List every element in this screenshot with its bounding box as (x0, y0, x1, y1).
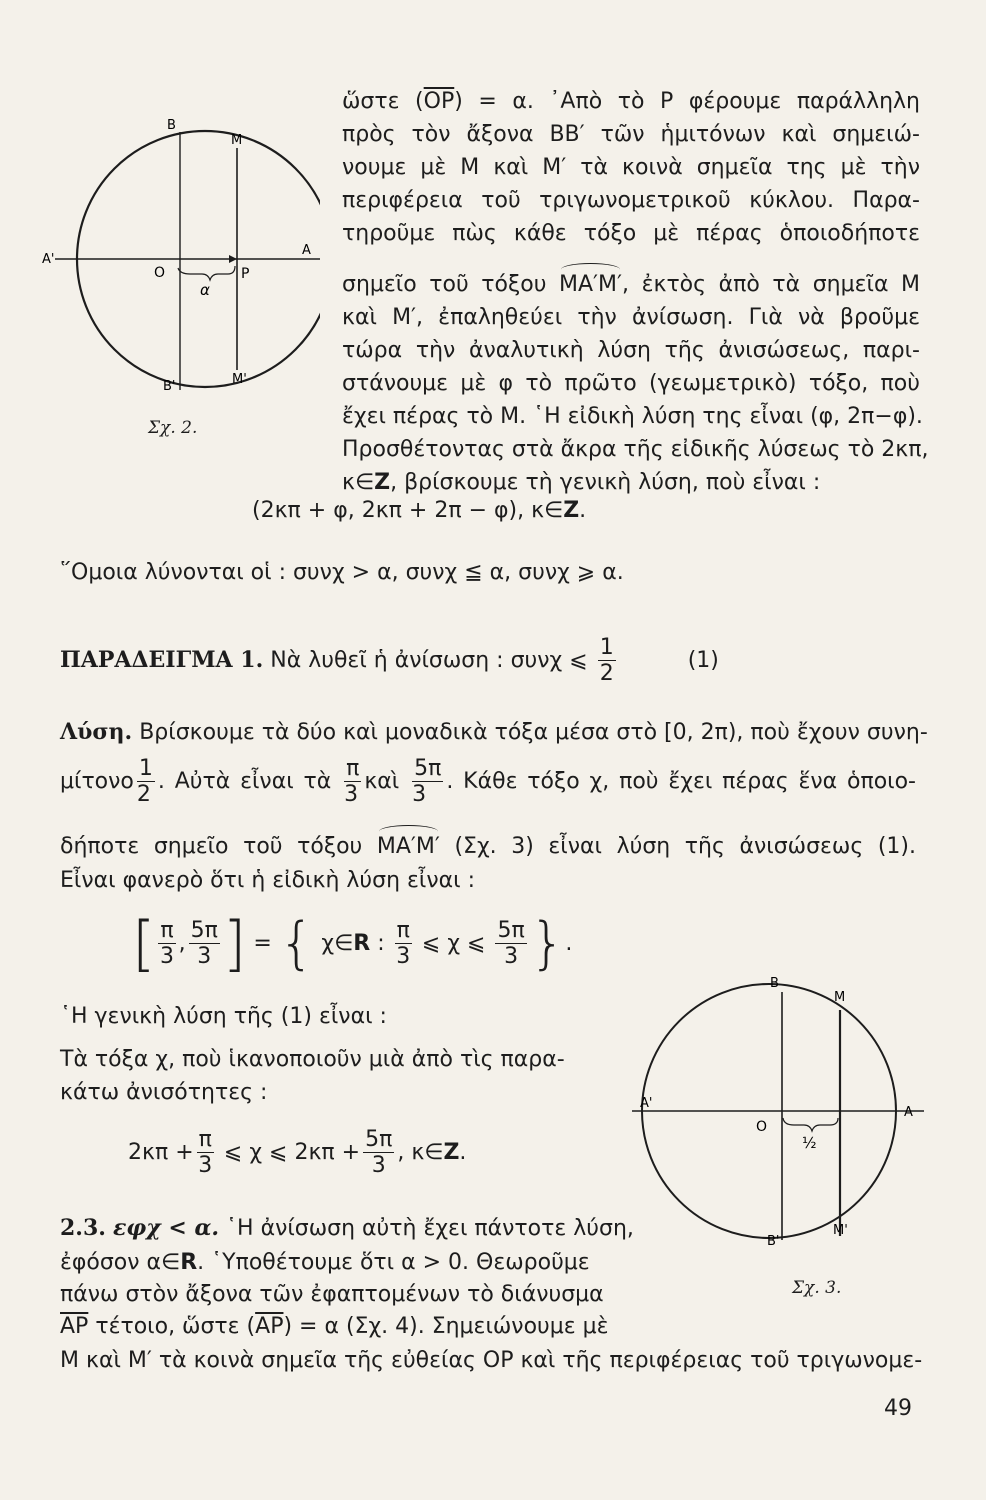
text-line: καὶ M′, ἐπαληθεύει τὴν ἀνίσωση. Γιὰ νὰ βροῦμε (342, 305, 920, 330)
solution-heading: Λύση. (60, 719, 133, 745)
text-line: περιφέρεια τοῦ τριγωνομετρικοῦ κύκλου. Παρα- (342, 188, 920, 213)
example-1 (60, 630, 719, 691)
text-line: τηροῦμε πὼς κάθε τόξο μὲ πέρας ὁποιοδήποτε (342, 221, 920, 246)
label-m: M (231, 133, 243, 148)
label-p: P (241, 266, 250, 282)
equation-tag: (1) (687, 648, 719, 673)
label-o: O (756, 1119, 768, 1135)
paragraph-fig2 (342, 85, 929, 499)
label-a: A (904, 1105, 913, 1120)
text-line: πρὸς τὸν ἄξονα BB′ τῶν ἡμιτόνων καὶ σημειώ- (342, 122, 920, 147)
text-line: Προσθέτοντας στὰ ἄκρα τῆς εἰδικῆς λύσεως τὸ 2κπ, (342, 437, 929, 462)
figure-2 (30, 108, 320, 448)
label-m-prime: M' (232, 372, 247, 387)
label-b-prime: B' (163, 379, 176, 394)
text-line: κ∈Z, βρίσκουμε τὴ γενικὴ λύση, ποὺ εἶναι : (342, 470, 821, 495)
section-2-3-line-1: 2.3. εφχ < α. ῾Η ἀνίσωση αὐτὴ ἔχει πάντοτε λύση, (60, 1215, 634, 1241)
section-2-3-line-2: ἐφόσον α∈R. ῾Υποθέτουμε ὅτι α > 0. Θεωροῦμε (60, 1250, 590, 1275)
solution-line-1: Λύση. Βρίσκουμε τὰ δύο καὶ μοναδικὰ τόξα μέσα στὸ [0, 2π), ποὺ ἔχουν συνη- (60, 719, 928, 745)
arcs-text-line-1: Τὰ τόξα χ, ποὺ ἱκανοποιοῦν μιὰ ἀπὸ τὶς παρα- (60, 1047, 565, 1072)
label-m-prime: M' (833, 1223, 848, 1238)
section-2-3-line-3: πάνω στὸν ἄξονα τῶν ἐφαπτομένων τὸ διάνυσμα (60, 1282, 604, 1307)
solution-line-2: μίτονο $\frac{1}{2}$ . Αὐτὰ εἶναι τὰ $\frac{\pi}{3}$ καὶ $\frac{5\pi}{3}$ . Κάθε τόξο χ, ποὺ ἔχει πέρας ἕνα ὁποιο- (60, 755, 916, 807)
example-heading: ΠΑΡΑΔΕΙΓΜΑ 1. (60, 647, 264, 673)
figure-3-caption: Σχ. 3. (792, 1278, 842, 1298)
text-line: ὥστε $(\overline{OP}) = \alpha$. ᾿Απὸ τὸ P φέρουμε παράλληλη (342, 89, 920, 114)
similar-inequalities: ῞Ομοια λύνονται οἱ : συνχ > α, συνχ ≦ α, συνχ ⩾ α. (60, 560, 624, 585)
label-b-prime: B' (767, 1234, 780, 1249)
fraction-one-half: $\frac{1}{2}$ (599, 634, 614, 686)
label-a: A (302, 243, 311, 258)
example-statement: Νὰ λυθεῖ ἡ ἀνίσωση : συνχ ⩽ (270, 648, 588, 673)
label-a-prime: A' (42, 252, 55, 267)
solution-line-4: Εἶναι φανερὸ ὅτι ἡ εἰδικὴ λύση εἶναι : (60, 868, 476, 893)
label-o: O (154, 265, 166, 281)
general-inequality: 2κπ + $\frac{\pi}{3}$ ⩽ χ ⩽ 2κπ + $\frac{5\pi}{3}$ , κ∈Z. (128, 1126, 467, 1178)
section-2-3-line-5: M καὶ M′ τὰ κοινὰ σημεῖα τῆς εὐθείας OP καὶ τῆς περιφέρειας τοῦ τριγωνομε- (60, 1348, 923, 1373)
text-line: ἔχει πέρας τὸ M. ῾Η εἰδικὴ λύση της εἶναι (φ, 2π−φ). (342, 404, 923, 429)
text-line: νουμε μὲ M καὶ M′ τὰ κοινὰ σημεῖα της μὲ τὴν (342, 155, 920, 180)
label-alpha: α (200, 281, 210, 299)
arcs-text-line-2: κάτω ἀνισότητες : (60, 1080, 268, 1105)
general-solution-text: ῾Η γενικὴ λύση τῆς (1) εἶναι : (60, 1004, 387, 1029)
section-2-3-line-4: $\overline{AP}$ τέτοιο, ὥστε $(\overline{AP}) = \alpha$ (Σχ. 4). Σημειώνουμε μὲ (60, 1314, 609, 1339)
label-b: B (770, 976, 779, 991)
arc-notation: MA′M′ (377, 830, 440, 863)
label-a-prime: A' (640, 1096, 653, 1111)
solution-line-3: δήποτε σημεῖο τοῦ τόξου MA′M′ (Σχ. 3) εἶναι λύση τῆς ἀνισώσεως (1). (60, 830, 916, 863)
general-solution-formula: (2κπ + φ, 2κπ + 2π − φ), κ∈Z. (252, 498, 587, 523)
figure-2-caption: Σχ. 2. (148, 418, 198, 438)
text-line: τώρα τὴν ἀναλυτικὴ λύση τῆς ἀνισώσεως, παρι- (342, 338, 920, 363)
specific-solution-formula: [ $\frac{\pi}{3}$ , $\frac{5\pi}{3}$ ] = { χ∈R : $\frac{\pi}{3}$ ⩽ χ ⩽ $\frac{5\pi}{3}$ }. (132, 909, 573, 979)
section-number: 2.3. (60, 1215, 106, 1241)
half-brace (783, 1118, 838, 1131)
alpha-brace (178, 266, 235, 280)
text-line: στάνουμε μὲ φ τὸ πρῶτο (γεωμετρικὸ) τόξο, ποὺ (342, 371, 920, 396)
label-m: M (834, 990, 846, 1005)
arrow-head-icon (229, 255, 237, 263)
page-number: 49 (884, 1396, 912, 1421)
arc-notation: MA′M′ (559, 268, 622, 301)
label-one-half: ½ (802, 1134, 817, 1152)
text-line: σημεῖο τοῦ τόξου MA′M′, ἐκτὸς ἀπὸ τὰ σημεῖα M (342, 268, 920, 301)
figure-3 (632, 970, 932, 1275)
section-heading: εφχ < α. (112, 1215, 220, 1241)
label-b: B (167, 118, 176, 133)
